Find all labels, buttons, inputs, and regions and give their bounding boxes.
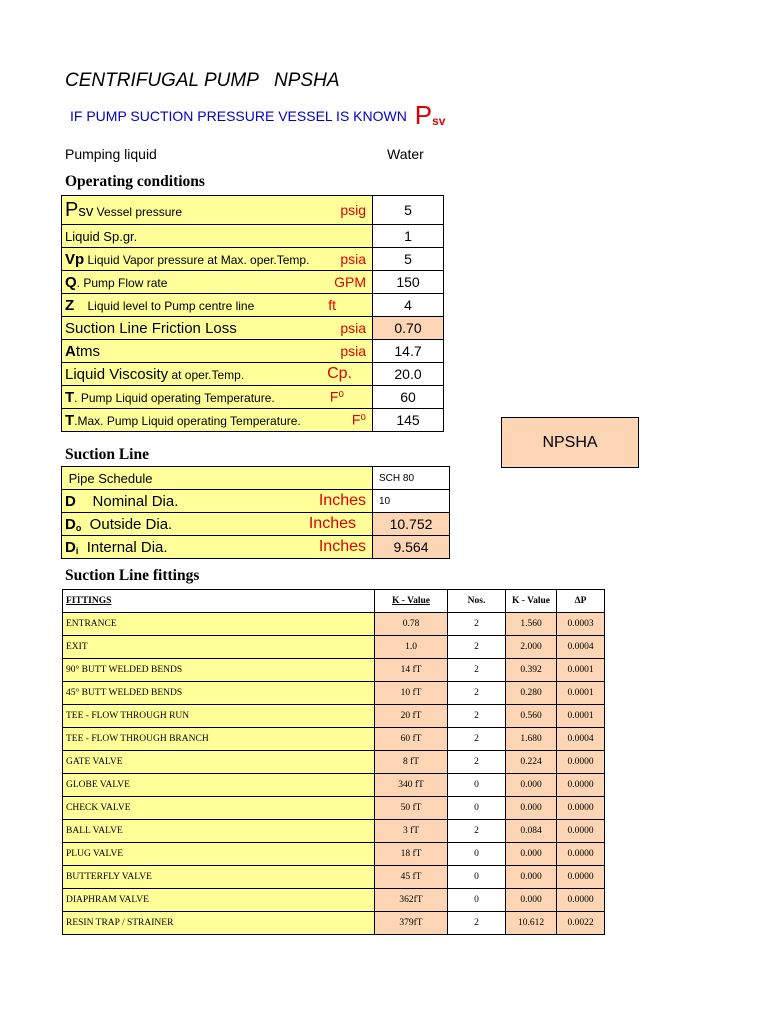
header-k-value-total: K - Value [506, 590, 557, 613]
fitting-k-total: 1.560 [506, 613, 557, 636]
fitting-k-total: 0.000 [506, 774, 557, 797]
nominal-dia-value[interactable]: 10 [373, 490, 450, 513]
fittings-table [62, 589, 605, 935]
fitting-name: TEE - FLOW THROUGH BRANCH [63, 728, 375, 751]
sp-gr-value[interactable]: 1 [373, 225, 444, 248]
npsha-result-box: NPSHA [501, 417, 639, 468]
table-row [63, 912, 605, 935]
vapor-pressure-label: Vp Liquid Vapor pressure at Max. oper.Temp. psia [62, 248, 373, 271]
table-row [62, 513, 450, 536]
fitting-delta-p: 0.0000 [557, 843, 605, 866]
fitting-k-total: 0.000 [506, 866, 557, 889]
table-row [62, 294, 444, 317]
operating-conditions-heading: Operating conditions [65, 173, 205, 190]
fitting-delta-p: 0.0000 [557, 866, 605, 889]
table-row [62, 386, 444, 409]
fitting-k-total: 0.224 [506, 751, 557, 774]
fitting-nos[interactable]: 2 [448, 912, 506, 935]
pumping-liquid-label: Pumping liquid [65, 146, 157, 162]
nominal-dia-label: D Nominal Dia. Inches [62, 490, 373, 513]
fitting-k-total: 0.000 [506, 843, 557, 866]
atms-value[interactable]: 14.7 [373, 340, 444, 363]
table-row [62, 225, 444, 248]
fitting-delta-p: 0.0004 [557, 636, 605, 659]
fitting-name: GLOBE VALVE [63, 774, 375, 797]
header-delta-p: ΔP [557, 590, 605, 613]
fitting-nos[interactable]: 0 [448, 774, 506, 797]
fitting-name: GATE VALVE [63, 751, 375, 774]
fitting-delta-p: 0.0000 [557, 774, 605, 797]
fitting-k-value: 14 fT [375, 659, 448, 682]
fitting-k-value: 50 fT [375, 797, 448, 820]
suction-line-table [61, 466, 450, 559]
table-row [63, 659, 605, 682]
friction-loss-value: 0.70 [373, 317, 444, 340]
subtitle-text: IF PUMP SUCTION PRESSURE VESSEL IS KNOWN [70, 108, 407, 124]
table-row [63, 866, 605, 889]
fitting-k-value: 0.78 [375, 613, 448, 636]
flow-rate-value[interactable]: 150 [373, 271, 444, 294]
page-subtitle [70, 100, 445, 131]
vessel-pressure-label: Psv Vessel pressure psig [62, 196, 373, 225]
fitting-name: EXIT [63, 636, 375, 659]
pumping-liquid-value: Water [387, 146, 424, 162]
fitting-k-total: 0.000 [506, 797, 557, 820]
max-temperature-label: T.Max. Pump Liquid operating Temperature. F⁰ [62, 409, 373, 432]
table-row [63, 613, 605, 636]
fitting-k-total: 1.680 [506, 728, 557, 751]
fitting-name: 45° BUTT WELDED BENDS [63, 682, 375, 705]
header-nos: Nos. [448, 590, 506, 613]
operating-conditions-table [61, 195, 444, 432]
header-k-value: K - Value [375, 590, 448, 613]
fitting-k-value: 60 fT [375, 728, 448, 751]
table-row [62, 536, 450, 559]
table-row [62, 340, 444, 363]
fitting-k-total: 2.000 [506, 636, 557, 659]
table-row [63, 820, 605, 843]
fitting-nos[interactable]: 0 [448, 889, 506, 912]
fitting-k-total: 0.280 [506, 682, 557, 705]
fitting-k-value: 10 fT [375, 682, 448, 705]
table-row [62, 490, 450, 513]
fitting-name: PLUG VALVE [63, 843, 375, 866]
fitting-delta-p: 0.0001 [557, 682, 605, 705]
fitting-k-value: 18 fT [375, 843, 448, 866]
temperature-label: T. Pump Liquid operating Temperature. F⁰ [62, 386, 373, 409]
fitting-k-value: 362fT [375, 889, 448, 912]
fitting-name: RESIN TRAP / STRAINER [63, 912, 375, 935]
viscosity-label: Liquid Viscosity at oper.Temp. Cp. [62, 363, 373, 386]
fitting-nos[interactable]: 0 [448, 866, 506, 889]
flow-rate-label: Q. Pump Flow rate GPM [62, 271, 373, 294]
fitting-k-value: 3 fT [375, 820, 448, 843]
fitting-k-total: 0.084 [506, 820, 557, 843]
fitting-delta-p: 0.0001 [557, 705, 605, 728]
fitting-name: DIAPHRAM VALVE [63, 889, 375, 912]
table-row [63, 728, 605, 751]
fitting-k-total: 0.000 [506, 889, 557, 912]
table-row [62, 196, 444, 225]
psv-symbol: P [414, 100, 433, 130]
table-row [63, 889, 605, 912]
page-title: CENTRIFUGAL PUMP NPSHA [65, 70, 340, 91]
fitting-k-value: 379fT [375, 912, 448, 935]
fitting-delta-p: 0.0022 [557, 912, 605, 935]
vapor-pressure-value[interactable]: 5 [373, 248, 444, 271]
atms-label: Atms psia [62, 340, 373, 363]
table-row [63, 797, 605, 820]
fitting-name: BALL VALVE [63, 820, 375, 843]
psv-subscript: sv [432, 114, 446, 128]
suction-fittings-heading: Suction Line fittings [65, 567, 200, 584]
fitting-nos[interactable]: 2 [448, 728, 506, 751]
outside-dia-value: 10.752 [373, 513, 450, 536]
fitting-name: TEE - FLOW THROUGH RUN [63, 705, 375, 728]
table-row [62, 317, 444, 340]
table-row [63, 751, 605, 774]
header-fittings: FITTINGS [63, 590, 375, 613]
fitting-k-value: 20 fT [375, 705, 448, 728]
suction-line-heading: Suction Line [65, 446, 149, 463]
table-row [63, 705, 605, 728]
fitting-nos[interactable]: 0 [448, 797, 506, 820]
viscosity-value[interactable]: 20.0 [373, 363, 444, 386]
fitting-k-total: 0.392 [506, 659, 557, 682]
table-row [62, 409, 444, 432]
table-row [63, 636, 605, 659]
table-row [63, 843, 605, 866]
fitting-nos[interactable]: 2 [448, 751, 506, 774]
fitting-name: 90° BUTT WELDED BENDS [63, 659, 375, 682]
max-temperature-value[interactable]: 145 [373, 409, 444, 432]
fitting-nos[interactable]: 2 [448, 682, 506, 705]
fitting-delta-p: 0.0000 [557, 751, 605, 774]
table-row [62, 248, 444, 271]
fitting-name: ENTRANCE [63, 613, 375, 636]
fitting-k-value: 1.0 [375, 636, 448, 659]
table-row [62, 271, 444, 294]
sp-gr-label: Liquid Sp.gr. [62, 225, 373, 248]
fitting-delta-p: 0.0003 [557, 613, 605, 636]
liquid-level-value[interactable]: 4 [373, 294, 444, 317]
pipe-schedule-value[interactable]: SCH 80 [373, 467, 450, 490]
fitting-k-total: 0.560 [506, 705, 557, 728]
fittings-header-row [63, 590, 605, 613]
fitting-nos[interactable]: 0 [448, 843, 506, 866]
fitting-delta-p: 0.0000 [557, 889, 605, 912]
fitting-nos[interactable]: 2 [448, 705, 506, 728]
fitting-nos[interactable]: 2 [448, 636, 506, 659]
fitting-nos[interactable]: 2 [448, 613, 506, 636]
internal-dia-label: $D_i$ Internal Dia. Inches [62, 536, 373, 559]
fitting-name: CHECK VALVE [63, 797, 375, 820]
vessel-pressure-value[interactable]: 5 [373, 196, 444, 225]
fitting-delta-p: 0.0000 [557, 820, 605, 843]
table-row [62, 467, 450, 490]
table-row [62, 363, 444, 386]
internal-dia-value: 9.564 [373, 536, 450, 559]
liquid-level-label: Z Liquid level to Pump centre line ft [62, 294, 373, 317]
fitting-nos[interactable]: 2 [448, 820, 506, 843]
friction-loss-label: Suction Line Friction Loss psia [62, 317, 373, 340]
fitting-delta-p: 0.0001 [557, 659, 605, 682]
fitting-k-value: 8 fT [375, 751, 448, 774]
fitting-nos[interactable]: 2 [448, 659, 506, 682]
temperature-value[interactable]: 60 [373, 386, 444, 409]
table-row [63, 774, 605, 797]
fitting-delta-p: 0.0004 [557, 728, 605, 751]
fitting-name: BUTTERFLY VALVE [63, 866, 375, 889]
fitting-k-value: 340 fT [375, 774, 448, 797]
outside-dia-label: $D_o$ Outside Dia. Inches [62, 513, 373, 536]
fitting-k-value: 45 fT [375, 866, 448, 889]
fitting-delta-p: 0.0000 [557, 797, 605, 820]
fitting-k-total: 10.612 [506, 912, 557, 935]
pipe-schedule-label: Pipe Schedule [62, 467, 373, 490]
table-row [63, 682, 605, 705]
